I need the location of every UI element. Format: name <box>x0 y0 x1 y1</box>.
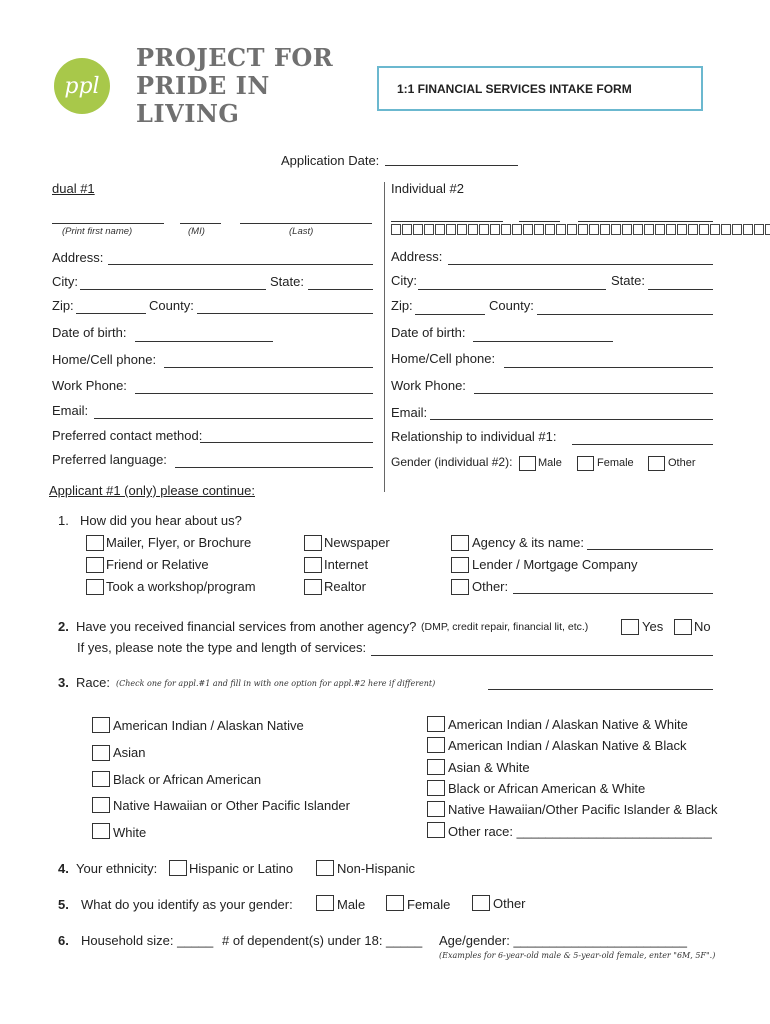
ind1-last-name-field[interactable] <box>240 223 372 224</box>
race-nh-black-checkbox[interactable] <box>427 801 445 817</box>
q1-other-field[interactable] <box>513 593 713 594</box>
q1-friend-checkbox[interactable] <box>86 557 104 573</box>
org-name <box>136 44 333 128</box>
ind2-name-hint-glyphs <box>391 224 770 235</box>
ind1-zip-field[interactable] <box>76 313 146 314</box>
q2-yes-label: Yes <box>642 619 664 634</box>
ind2-last-name-field[interactable] <box>578 221 713 222</box>
race-ai-black-checkbox[interactable] <box>427 737 445 753</box>
ind2-gender-other-label: Other <box>668 457 696 469</box>
q1-mailer-checkbox[interactable] <box>86 535 104 551</box>
org-line-3: LIVING <box>136 99 240 128</box>
ind2-city-label: City: <box>391 273 417 288</box>
race-other-label: Other race: ___________________________ <box>448 824 712 839</box>
ind2-zip-label: Zip: <box>391 298 413 313</box>
q1-agency-name-field[interactable] <box>587 549 713 550</box>
q2-no-label: No <box>694 619 711 634</box>
ind2-relationship-field[interactable] <box>572 444 713 445</box>
race-nh-label: Native Hawaiian or Other Pacific Islander <box>113 798 350 813</box>
q1-internet-checkbox[interactable] <box>304 557 322 573</box>
ind2-city-field[interactable] <box>418 289 606 290</box>
ind2-email-field[interactable] <box>430 419 713 420</box>
race-asian-white-label: Asian & White <box>448 760 530 775</box>
q3-number: 3. <box>58 675 69 690</box>
logo-text: ppl <box>64 73 100 99</box>
q1-lender-checkbox[interactable] <box>451 557 469 573</box>
race-ai-white-checkbox[interactable] <box>427 716 445 732</box>
ind2-county-field[interactable] <box>537 314 713 315</box>
q1-friend-label: Friend or Relative <box>106 557 209 572</box>
ind2-email-label: Email: <box>391 405 428 420</box>
race-white-checkbox[interactable] <box>92 823 110 839</box>
race-nh-checkbox[interactable] <box>92 797 110 813</box>
q2-number: 2. <box>58 619 69 634</box>
q6-age-gender: Age/gender: ________________________ <box>439 933 687 948</box>
q1-text: How did you hear about us? <box>80 513 242 528</box>
ind2-gender-label: Gender (individual #2): <box>391 455 513 469</box>
individual2-heading: Individual #2 <box>391 181 464 196</box>
ind2-home-phone-label: Home/Cell phone: <box>391 351 496 366</box>
ethnicity-non-hispanic-checkbox[interactable] <box>316 860 334 876</box>
race-nh-black-label: Native Hawaiian/Other Pacific Islander & Black <box>448 802 718 817</box>
race-white-label: White <box>113 825 147 840</box>
q3-race-field[interactable] <box>488 689 713 690</box>
gender-other-checkbox[interactable] <box>472 895 490 911</box>
ind1-county-field[interactable] <box>197 313 373 314</box>
ethnicity-hispanic-label: Hispanic or Latino <box>189 861 294 876</box>
ind1-state-label: State: <box>270 274 304 289</box>
q1-realtor-checkbox[interactable] <box>304 579 322 595</box>
race-ai-white-label: American Indian / Alaskan Native & White <box>448 717 688 732</box>
ind1-work-phone-label: Work Phone: <box>52 378 127 393</box>
ind1-first-hint: (Print first name) <box>62 226 133 237</box>
applicant-continue-heading: Applicant #1 (only) please continue: <box>49 483 255 498</box>
ind1-work-phone-field[interactable] <box>135 393 373 394</box>
q1-mailer-label: Mailer, Flyer, or Brochure <box>106 535 252 550</box>
race-other-checkbox[interactable] <box>427 822 445 838</box>
q1-number: 1. <box>58 513 69 528</box>
ind2-mi-field[interactable] <box>519 221 560 222</box>
q6-dependents: # of dependent(s) under 18: _____ <box>222 933 423 948</box>
gender-female-checkbox[interactable] <box>386 895 404 911</box>
race-ai-black-label: American Indian / Alaskan Native & Black <box>448 738 687 753</box>
ind2-gender-male-checkbox[interactable] <box>519 456 536 471</box>
org-line-2: PRIDE IN <box>136 71 270 100</box>
ind2-dob-field[interactable] <box>473 341 613 342</box>
q1-workshop-checkbox[interactable] <box>86 579 104 595</box>
race-ai-checkbox[interactable] <box>92 717 110 733</box>
application-date-field[interactable] <box>385 165 518 166</box>
form-title: 1:1 FINANCIAL SERVICES INTAKE FORM <box>397 81 632 96</box>
ind2-work-phone-field[interactable] <box>474 393 713 394</box>
ind1-city-field[interactable] <box>80 289 266 290</box>
ind1-last-hint: (Last) <box>289 226 314 237</box>
ind1-dob-field[interactable] <box>135 341 273 342</box>
ind1-first-name-field[interactable] <box>52 223 164 224</box>
ind1-city-label: City: <box>52 274 78 289</box>
column-divider <box>384 182 385 492</box>
q2-yes-checkbox[interactable] <box>621 619 639 635</box>
q1-agency-checkbox[interactable] <box>451 535 469 551</box>
ind1-contact-method-label: Preferred contact method: <box>52 428 203 443</box>
q2-text: Have you received financial services from another agency? <box>76 619 417 634</box>
ind1-state-field[interactable] <box>308 289 373 290</box>
ind1-county-label: County: <box>149 298 194 313</box>
ind1-contact-method-field[interactable] <box>200 442 373 443</box>
ind1-mi-field[interactable] <box>180 223 221 224</box>
ind2-state-field[interactable] <box>648 289 713 290</box>
form-title-box <box>377 66 703 111</box>
ind2-address-label: Address: <box>391 249 443 264</box>
q5-number: 5. <box>58 897 69 912</box>
ind1-email-field[interactable] <box>94 418 373 419</box>
gender-other-label: Other <box>493 896 526 911</box>
q2-followup: If yes, please note the type and length of services: <box>77 640 367 655</box>
q5-text: What do you identify as your gender: <box>81 897 293 912</box>
ind1-email-label: Email: <box>52 403 89 418</box>
ind2-dob-label: Date of birth: <box>391 325 466 340</box>
race-asian-label: Asian <box>113 745 146 760</box>
q1-realtor-label: Realtor <box>324 579 366 594</box>
ind2-gender-male-label: Male <box>538 457 562 469</box>
ind2-gender-other-checkbox[interactable] <box>648 456 665 471</box>
q4-number: 4. <box>58 861 69 876</box>
org-line-1: PROJECT FOR <box>136 43 334 72</box>
ind1-home-phone-label: Home/Cell phone: <box>52 352 157 367</box>
ind1-zip-label: Zip: <box>52 298 74 313</box>
race-asian-checkbox[interactable] <box>92 745 110 761</box>
race-asian-white-checkbox[interactable] <box>427 759 445 775</box>
q3-text: Race: <box>76 675 110 690</box>
gender-male-label: Male <box>337 897 366 912</box>
ind1-address-field[interactable] <box>108 264 373 265</box>
q1-newspaper-label: Newspaper <box>324 535 390 550</box>
ind2-gender-female-checkbox[interactable] <box>577 456 594 471</box>
ind1-language-label: Preferred language: <box>52 452 167 467</box>
ind2-address-field[interactable] <box>448 264 713 265</box>
ind1-language-field[interactable] <box>175 467 373 468</box>
ethnicity-non-hispanic-label: Non-Hispanic <box>337 861 416 876</box>
race-black-white-label: Black or African American & White <box>448 781 646 796</box>
race-ai-label: American Indian / Alaskan Native <box>113 718 304 733</box>
q1-agency-label: Agency & its name: <box>472 535 584 550</box>
ethnicity-hispanic-checkbox[interactable] <box>169 860 187 876</box>
q1-internet-label: Internet <box>324 557 369 572</box>
ind1-mi-hint: (MI) <box>188 226 205 237</box>
q1-other-checkbox[interactable] <box>451 579 469 595</box>
q1-newspaper-checkbox[interactable] <box>304 535 322 551</box>
race-black-white-checkbox[interactable] <box>427 780 445 796</box>
ind2-zip-field[interactable] <box>415 314 485 315</box>
gender-male-checkbox[interactable] <box>316 895 334 911</box>
ind1-home-phone-field[interactable] <box>164 367 373 368</box>
individual1-heading: dual #1 <box>52 181 95 196</box>
race-black-label: Black or African American <box>113 772 262 787</box>
ind1-dob-label: Date of birth: <box>52 325 127 340</box>
race-black-checkbox[interactable] <box>92 771 110 787</box>
q6-hint: (Examples for 6-year-old male & 5-year-old female, enter "6M, 5F".) <box>439 951 716 960</box>
ind2-gender-female-label: Female <box>597 457 634 469</box>
q2-followup-field[interactable] <box>371 655 713 656</box>
q3-hint: (Check one for appl.#1 and fill in with one option for appl.#2 here if different) <box>116 679 436 688</box>
q6-number: 6. <box>58 933 69 948</box>
ind2-county-label: County: <box>489 298 534 313</box>
q1-workshop-label: Took a workshop/program <box>106 579 256 594</box>
ind2-state-label: State: <box>611 273 645 288</box>
q1-other-label: Other: <box>472 579 509 594</box>
gender-female-label: Female <box>407 897 451 912</box>
ind1-address-label: Address: <box>52 250 104 265</box>
q6-household: Household size: _____ <box>81 933 214 948</box>
q2-hint: (DMP, credit repair, financial lit, etc.) <box>421 621 589 633</box>
application-date-label: Application Date: <box>281 153 380 168</box>
ind2-first-name-field[interactable] <box>391 221 503 222</box>
logo <box>54 58 110 114</box>
q4-text: Your ethnicity: <box>76 861 158 876</box>
q1-lender-label: Lender / Mortgage Company <box>472 557 638 572</box>
ind2-home-phone-field[interactable] <box>504 367 713 368</box>
q2-no-checkbox[interactable] <box>674 619 692 635</box>
ind2-relationship-label: Relationship to individual #1: <box>391 429 557 444</box>
ind2-work-phone-label: Work Phone: <box>391 378 466 393</box>
